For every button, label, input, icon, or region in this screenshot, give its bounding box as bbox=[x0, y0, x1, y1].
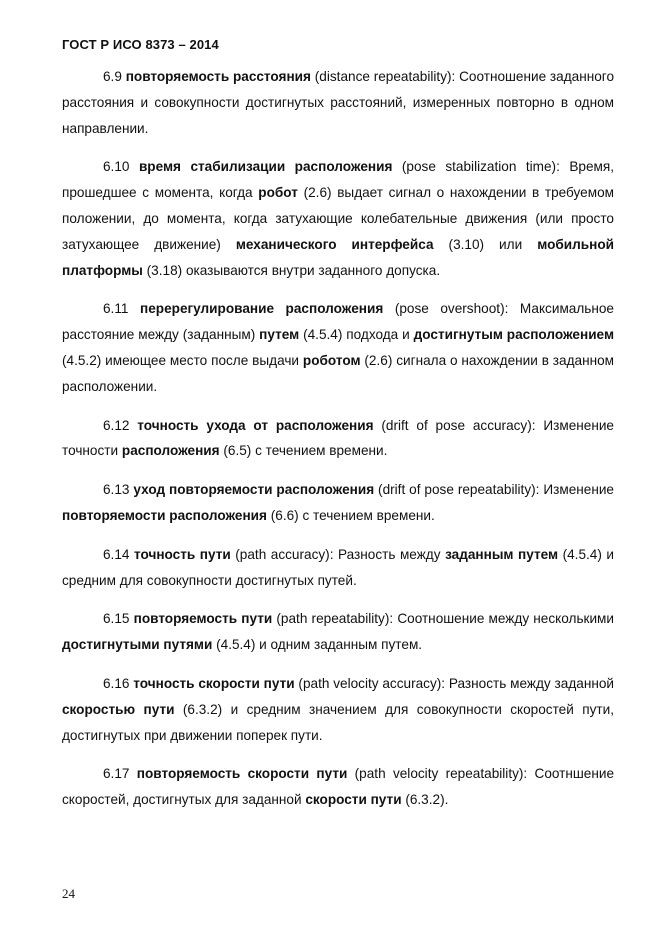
bold-term: повторяемости расположения bbox=[62, 507, 267, 523]
bold-term: перерегулирование расположения bbox=[140, 301, 384, 317]
text-run: (path velocity accuracy): Разность между заданной bbox=[294, 675, 614, 691]
text-run: (6.5) с течением времени. bbox=[219, 443, 388, 459]
document-header: ГОСТ Р ИСО 8373 – 2014 bbox=[62, 37, 219, 52]
text-run: 6.11 bbox=[103, 301, 140, 317]
bold-term: повторяемость пути bbox=[133, 611, 273, 627]
bold-term: механического интерфейса bbox=[235, 236, 434, 252]
text-run: (distance repeatability): Соотношение заданного расстояния и совокупности достигнутых расстояний, измеренных повторно в одном направлении. bbox=[62, 69, 614, 136]
text-run: 6.15 bbox=[103, 611, 134, 627]
text-run: (path accuracy): Разность между bbox=[230, 546, 446, 562]
definition-6-16 bbox=[62, 671, 614, 748]
definition-6-11 bbox=[62, 296, 614, 399]
definition-6-10 bbox=[62, 154, 614, 283]
bold-term: повторяемость расстояния bbox=[125, 69, 311, 84]
text-run: (drift of pose accuracy): Изменение точности bbox=[62, 417, 614, 459]
page-number: 24 bbox=[62, 886, 75, 901]
definition-6-15 bbox=[62, 606, 614, 658]
bold-term: точность пути bbox=[134, 546, 231, 562]
document-body bbox=[62, 64, 614, 826]
text-run: (3.10) или bbox=[433, 236, 538, 252]
bold-term: достигнутыми путями bbox=[62, 637, 213, 653]
text-run: 6.12 bbox=[103, 417, 138, 433]
bold-term: робот bbox=[258, 185, 298, 201]
definition-6-9 bbox=[62, 64, 614, 141]
text-run: (2.6) выдает сигнал о нахождении в требуемом положении, до момента, когда затухающие колебательные движения (или просто затухающее движение) bbox=[62, 185, 614, 252]
definition-6-17 bbox=[62, 761, 614, 813]
bold-term: роботом bbox=[302, 352, 361, 368]
text-run: (2.6) сигнала о нахождении в заданном расположении. bbox=[62, 352, 614, 394]
text-run: (6.3.2). bbox=[401, 792, 449, 808]
bold-term: расположения bbox=[121, 443, 220, 459]
text-run: 6.9 bbox=[103, 69, 126, 84]
definition-6-14 bbox=[62, 542, 614, 594]
bold-term: достигнутым расположением bbox=[413, 327, 614, 343]
definition-6-13 bbox=[62, 477, 614, 529]
text-run: (path velocity repeatability): Соотншение скоростей, достигнутых для заданной bbox=[62, 766, 615, 808]
text-run: (4.5.2) имеющее место после выдачи bbox=[62, 352, 303, 368]
bold-term: скорости пути bbox=[305, 792, 402, 808]
bold-term: скоростью пути bbox=[62, 701, 175, 717]
definition-6-12 bbox=[62, 413, 614, 465]
text-run: (4.5.4) и средним для совокупности достигнутых путей. bbox=[62, 546, 615, 588]
text-run: 6.14 bbox=[103, 546, 134, 562]
text-run: 6.10 bbox=[103, 159, 139, 175]
text-run: 6.17 bbox=[103, 766, 137, 782]
text-run: (3.18) оказываются внутри заданного допуска. bbox=[142, 262, 441, 278]
text-run: (6.3.2) и средним значением для совокупности скоростей пути, достигнутых при движении поперек пути. bbox=[62, 701, 614, 743]
bold-term: заданным путем bbox=[445, 546, 559, 562]
text-run: (4.5.4) и одним заданным путем. bbox=[212, 637, 423, 653]
text-run: (drift of pose repeatability): Изменение bbox=[374, 482, 614, 498]
text-run: (pose stabilization time): Время, прошедшее с момента, когда bbox=[62, 159, 615, 201]
bold-term: точность скорости пути bbox=[133, 675, 295, 691]
text-run: (6.6) с течением времени. bbox=[266, 507, 435, 523]
text-run: (4.5.4) подхода и bbox=[299, 327, 414, 343]
bold-term: время стабилизации расположения bbox=[138, 159, 393, 175]
text-run: 6.16 bbox=[103, 675, 134, 691]
bold-term: повторяемость скорости пути bbox=[136, 766, 348, 782]
text-run: 6.13 bbox=[103, 482, 134, 498]
text-run: (pose overshoot): Максимальное расстояние между (заданным) bbox=[62, 301, 614, 343]
bold-term: уход повторяемости расположения bbox=[133, 482, 375, 498]
bold-term: путем bbox=[259, 327, 300, 343]
text-run: (path repeatability): Соотношение между несколькими bbox=[272, 611, 614, 627]
bold-term: мобильной платформы bbox=[62, 236, 614, 278]
bold-term: точность ухода от расположения bbox=[137, 417, 374, 433]
